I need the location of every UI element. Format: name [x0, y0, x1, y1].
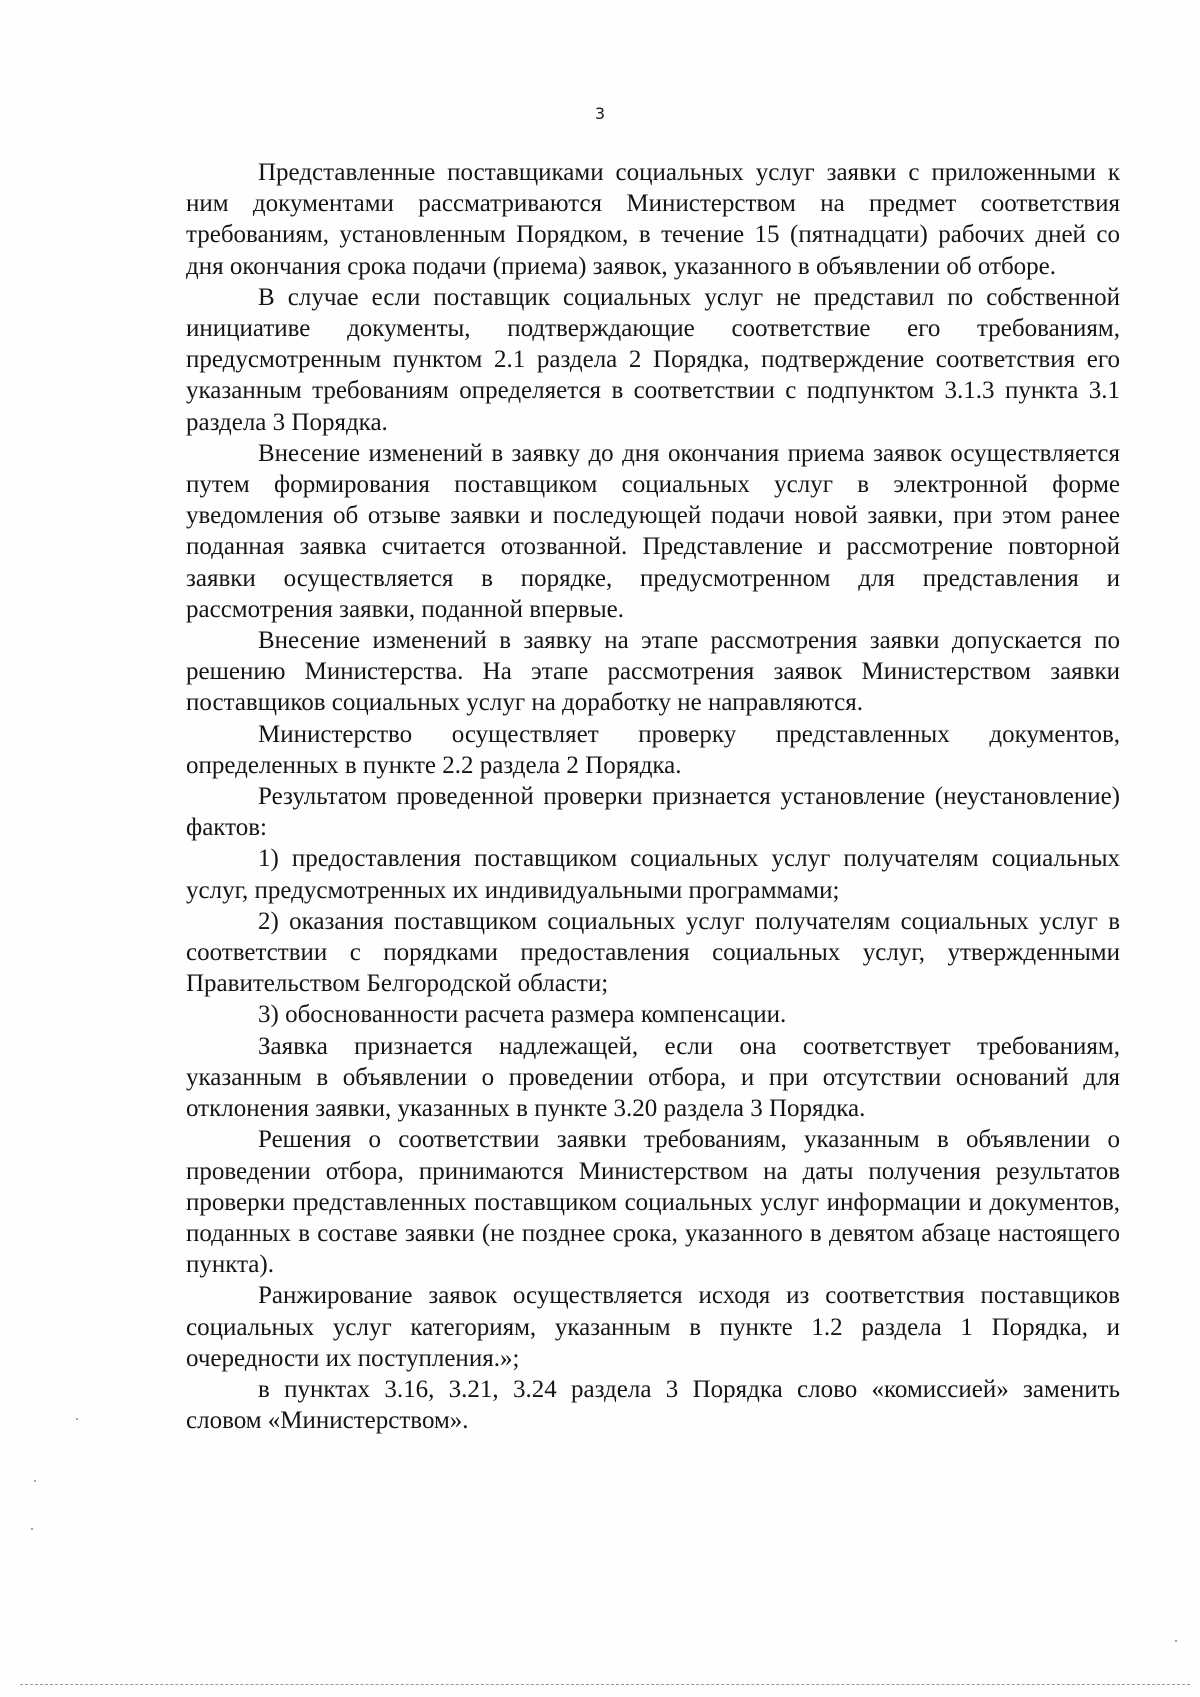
paragraph-compliance-decisions: Решения о соответствии заявки требованиям, указанным в объявлении о проведении отбора, принимаются Министерством на даты получения результатов проверки представленных поставщиком социальных услуг информации и документов, поданных в составе заявки (не позднее срока, указанного в девятом абзаце настоящего пункта). [186, 1126, 1120, 1279]
paragraph-review-of-applications: Представленные поставщиками социальных услуг заявки с приложенными к ним документами рассматриваются Министерством на предмет соответствия требованиям, установленным Порядком, в течение 15 (пятнадцати) рабочих дней со дня окончания срока подачи (приема) заявок, указанного в объявлении об отборе. [186, 159, 1120, 280]
paragraph-proper-application: Заявка признается надлежащей, если она соответствует требованиям, указанным в объявлении о проведении отбора, и при отсутствии оснований для отклонения заявки, указанных в пункте 3.20 раздела 3 Порядка. [186, 1032, 1120, 1123]
list-item-3: 3) обоснованности расчета размера компенсации. [258, 1001, 787, 1029]
scan-speck [31, 1528, 33, 1530]
paragraph-application-changes-during-review: Внесение изменений в заявку на этапе рассмотрения заявки допускается по решению Министерства. На этапе рассмотрения заявок Министерством заявки поставщиков социальных услуг на доработку не направляются. [186, 627, 1120, 717]
paragraph-word-replacement: в пунктах 3.16, 3.21, 3.24 раздела 3 Порядка слово «комиссией» заменить словом «Министерством». [186, 1375, 1120, 1435]
scan-speck [76, 1418, 78, 1420]
paragraph-application-changes-before-deadline: Внесение изменений в заявку до дня окончания приема заявок осуществляется путем формирования поставщиком социальных услуг в электронной форме уведомления об отзыве заявки и последующей подачи новой заявки, при этом ранее поданная заявка считается отозванной. Представление и рассмотрение повторной заявки осуществляется в порядке, предусмотренном для представления и рассмотрения заявки, поданной впервые. [186, 439, 1120, 623]
scan-speck [34, 1480, 36, 1482]
paragraph-verification-result: Результатом проведенной проверки признается установление (неустановление) фактов: [186, 783, 1120, 842]
list-item-1: 1) предоставления поставщиком социальных услуг получателям социальных услуг, предусмотренных их индивидуальными программами; [186, 845, 1120, 904]
paragraph-ranking: Ранжирование заявок осуществляется исходя из соответствия поставщиков социальных услуг категориям, указанным в пункте 1.2 раздела 1 Порядка, и очередности их поступления.»; [186, 1282, 1120, 1372]
document-body [186, 157, 1120, 1436]
paragraph-supplier-documents: В случае если поставщик социальных услуг не представил по собственной инициативе документы, подтверждающие соответствие его требованиям, предусмотренным пунктом 2.1 раздела 2 Порядка, подтверждение соответствия его указанным требованиям определяется в соответствии с подпунктом 3.1.3 пункта 3.1 раздела 3 Порядка. [186, 283, 1120, 436]
paragraph-ministry-verification: Министерство осуществляет проверку представленных документов, определенных в пункте 2.2 раздела 2 Порядка. [186, 720, 1120, 779]
scan-speck [1175, 1640, 1177, 1642]
page-number: 3 [594, 104, 606, 123]
scan-edge-line [20, 1684, 1190, 1685]
list-item-2: 2) оказания поставщиком социальных услуг получателям социальных услуг в соответствии с порядками предоставления социальных услуг, утвержденными Правительством Белгородской области; [186, 907, 1120, 998]
